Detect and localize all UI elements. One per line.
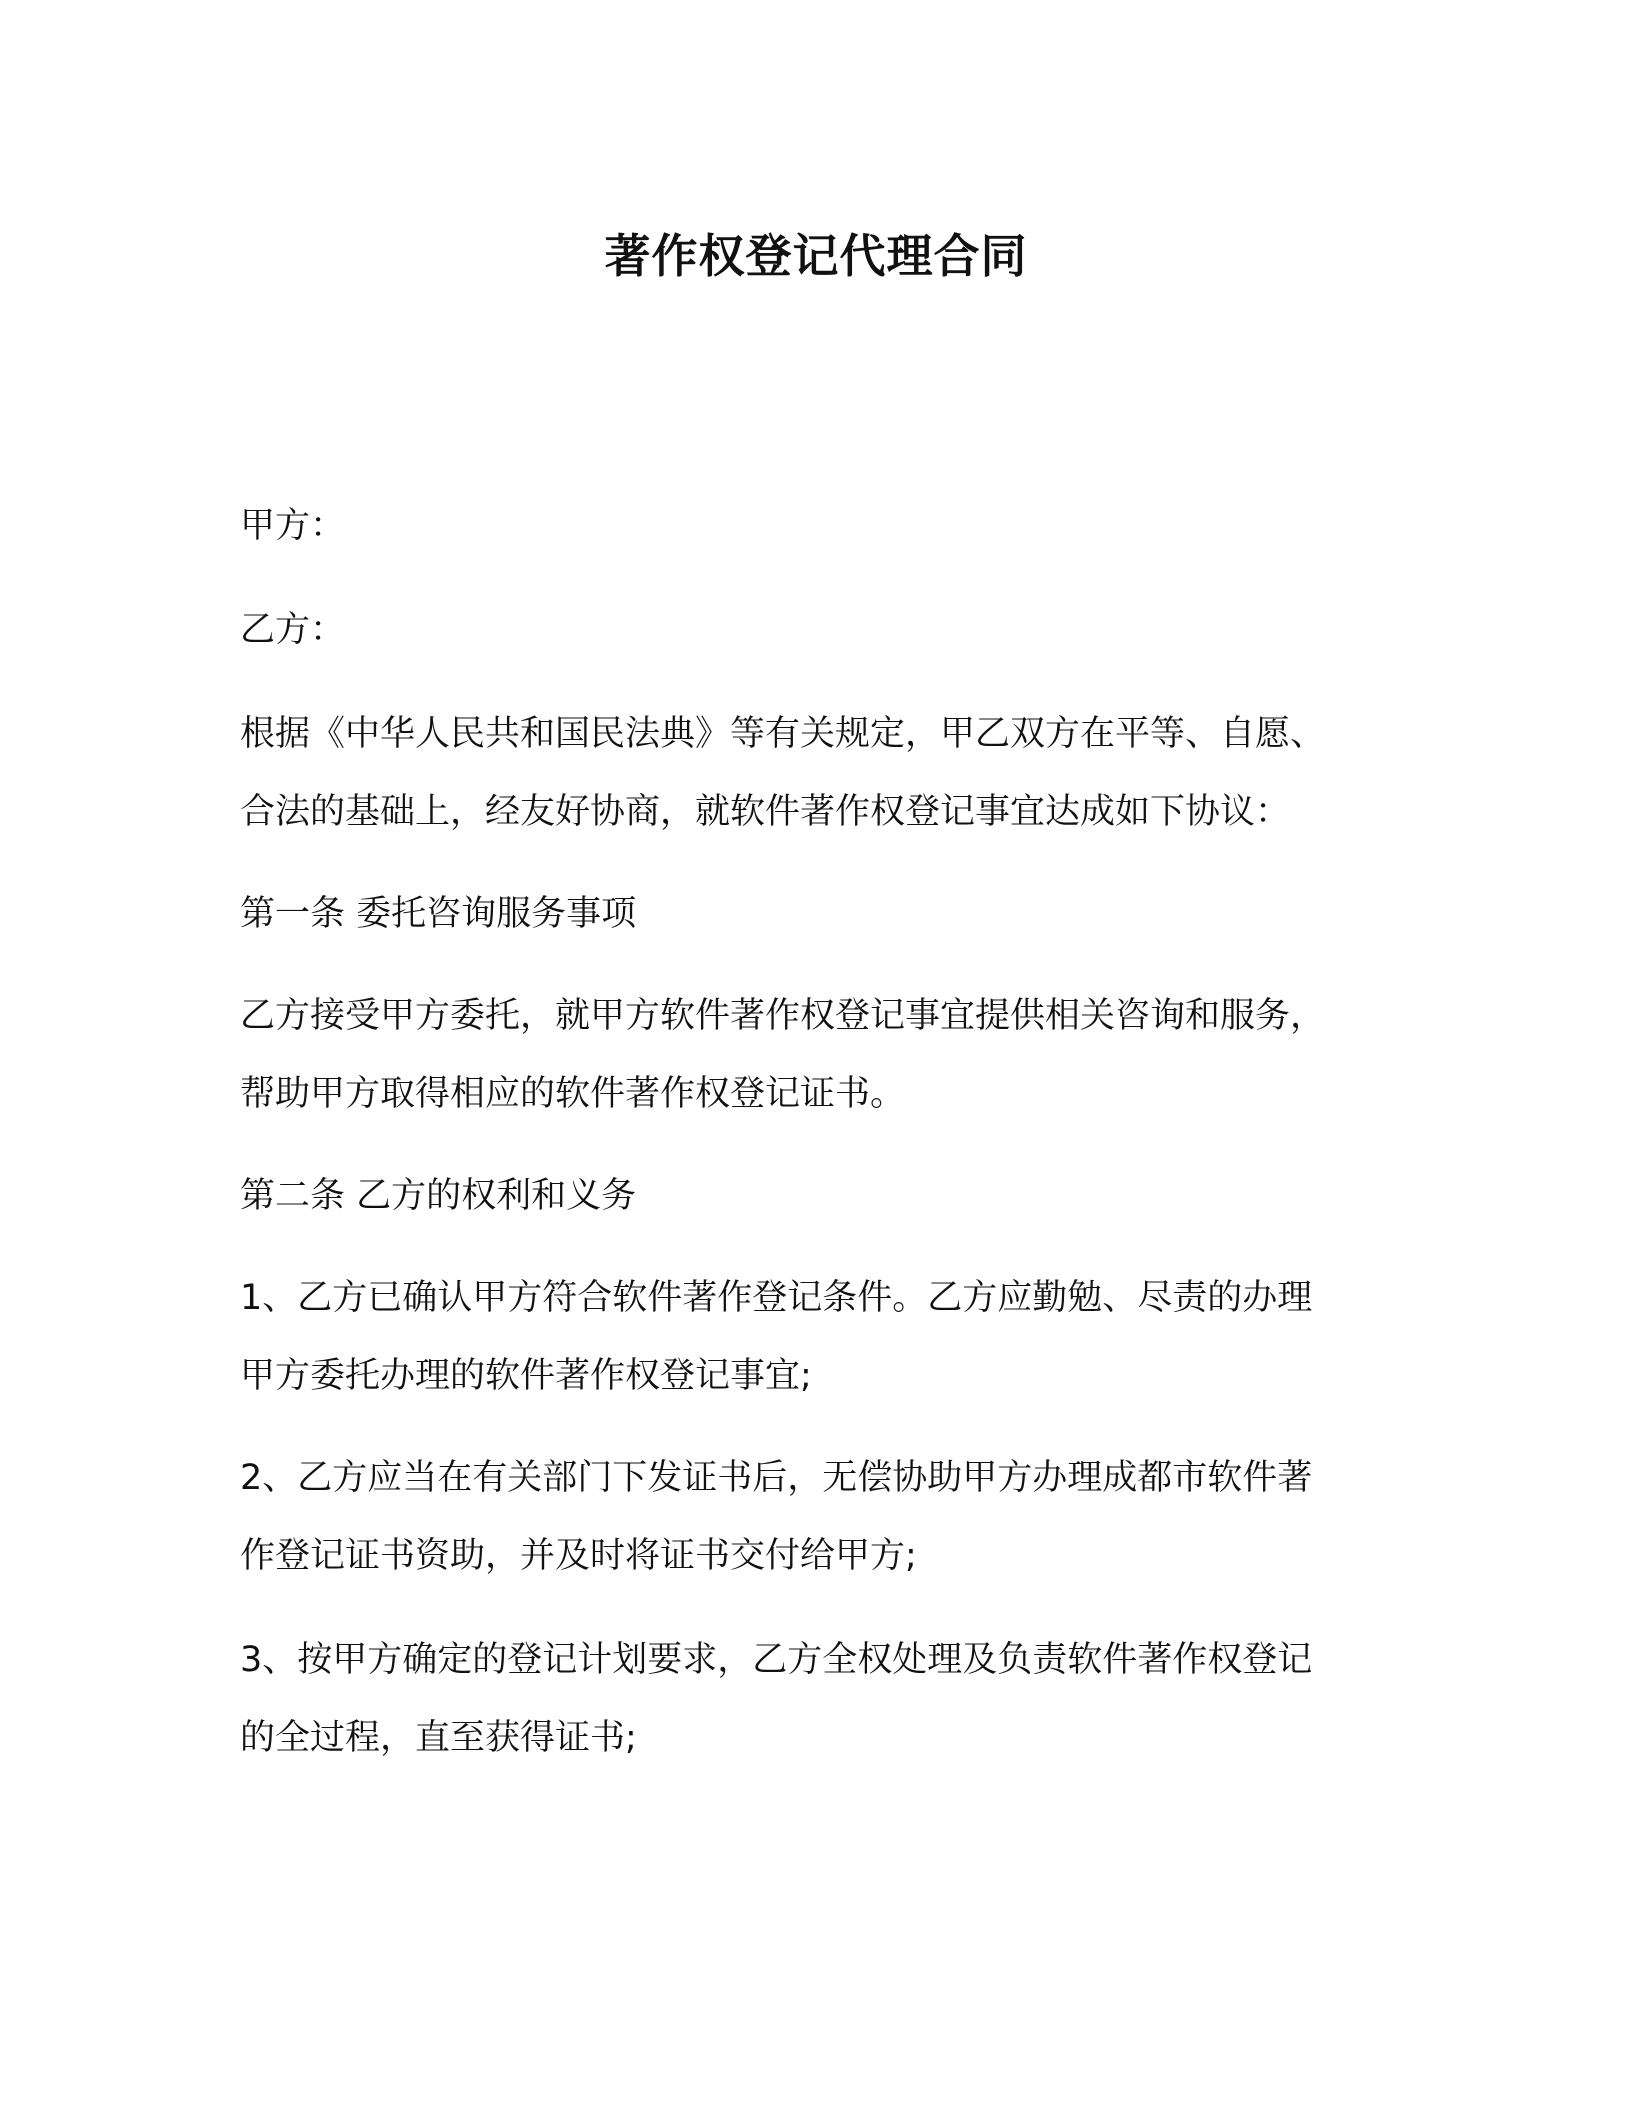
article-1-heading: 第一条 委托咨询服务事项: [240, 894, 637, 934]
party-a-line: 甲方：: [240, 506, 346, 546]
article-1-line-1: 乙方接受甲方委托，就甲方软件著作权登记事宜提供相关咨询和服务，: [240, 996, 1326, 1036]
item-2-line-2: 作登记证书资助，并及时将证书交付给甲方;: [240, 1536, 917, 1576]
item-1-line-1: 1、乙方已确认甲方符合软件著作登记条件。乙方应勤勉、尽责的办理: [240, 1278, 1313, 1318]
intro-line-2: 合法的基础上，经友好协商，就软件著作权登记事宜达成如下协议：: [240, 792, 1291, 832]
document-title: 著作权登记代理合同: [604, 229, 1028, 283]
item-3-line-2: 的全过程，直至获得证书;: [240, 1718, 637, 1758]
item-2-line-1: 2、乙方应当在有关部门下发证书后，无偿协助甲方办理成都市软件著: [240, 1458, 1313, 1498]
item-3-line-1: 3、按甲方确定的登记计划要求，乙方全权处理及负责软件著作权登记: [240, 1640, 1313, 1680]
item-1-line-2: 甲方委托办理的软件著作权登记事宜;: [240, 1356, 812, 1396]
intro-line-1: 根据《中华人民共和国民法典》等有关规定，甲乙双方在平等、自愿、: [240, 714, 1326, 754]
article-2-heading: 第二条 乙方的权利和义务: [240, 1176, 637, 1216]
party-b-line: 乙方：: [240, 610, 346, 650]
article-1-line-2: 帮助甲方取得相应的软件著作权登记证书。: [240, 1074, 906, 1114]
